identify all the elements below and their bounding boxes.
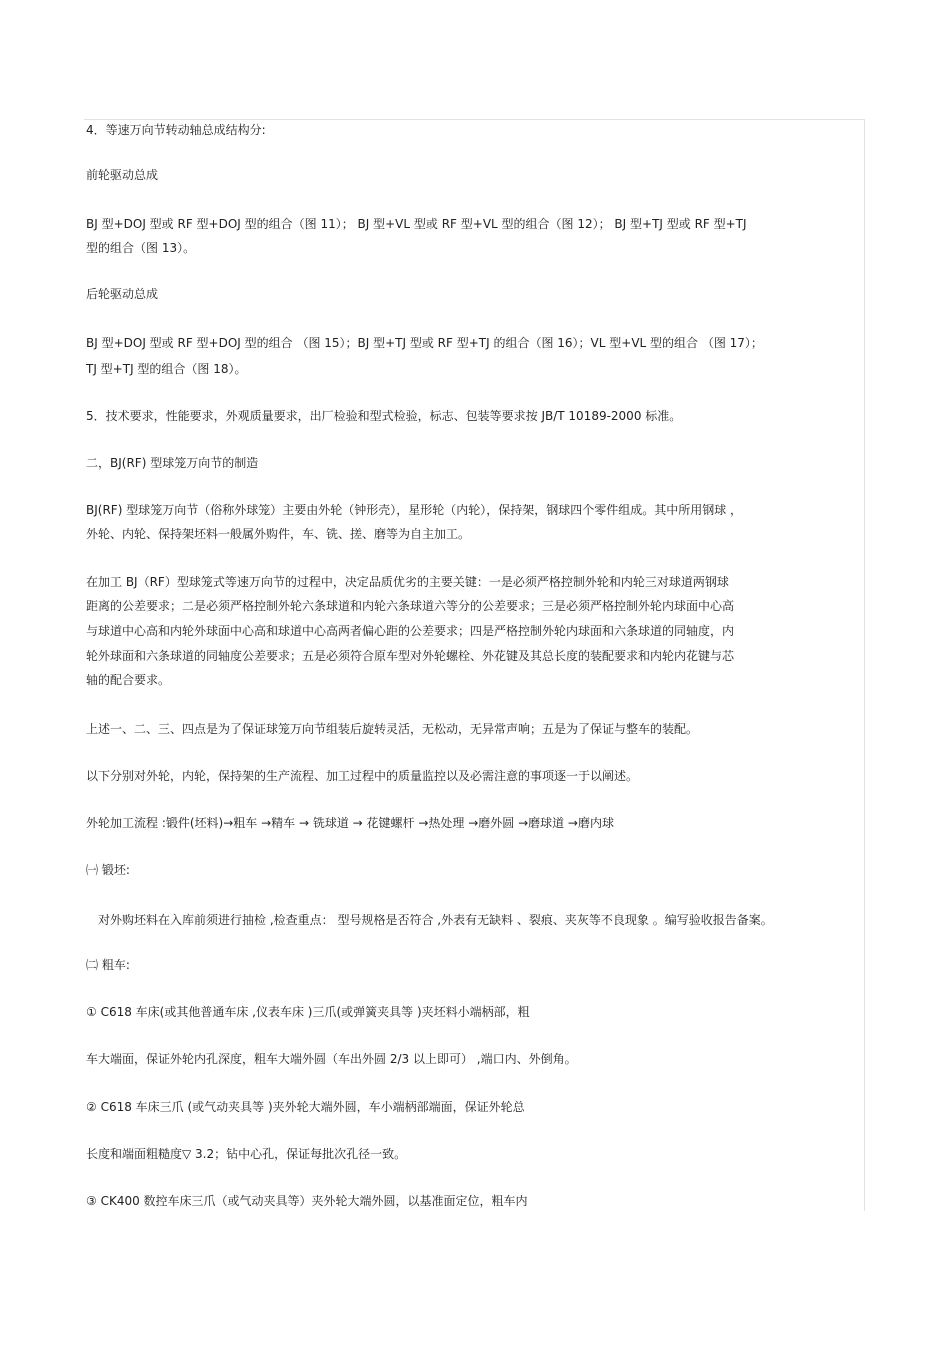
front-drive-heading: 前轮驱动总成 (86, 168, 159, 182)
step-rough-turning-heading: ㈡ 粗车: (86, 958, 130, 972)
key-points-line-3: 与球道中心高和内轮外球面中心高和球道中心高两者偏心距的公差要求；四是严格控制外轮内球面和六条球道的同轴度，内 (86, 624, 735, 638)
rough-turning-item-3-line-1: ③ CK400 数控车床三爪（或气动夹具等）夹外轮大端外圆，以基准面定位，粗车内 (86, 1194, 528, 1208)
section-2-heading: 二，BJ(RF) 型球笼万向节的制造 (86, 456, 259, 470)
rough-turning-item-2-line-1: ② C618 车床三爪 (或气动夹具等 )夹外轮大端外圆，车小端柄部端面，保证外轮总 (86, 1100, 525, 1114)
step-forging-heading: ㈠ 锻坯: (86, 863, 130, 877)
key-points-line-1: 在加工 BJ（RF）型球笼式等速万向节的过程中，决定品质优劣的主要关键：一是必须严格控制外轮和内轮三对球道两钢球 (86, 575, 729, 589)
outer-wheel-process-flow: 外轮加工流程 :锻件(坯料)→粗车 →精车 → 铣球道 → 花键螺杆 →热处理 →磨外圆 →磨球道 →磨内球 (86, 816, 614, 830)
bj-intro-line-2: 外轮、内轮、保持架坯料一般属外购件，车、铣、搓、磨等为自主加工。 (86, 527, 471, 541)
rough-turning-item-1-line-1: ① C618 车床(或其他普通车床 ,仪表车床 )三爪(或弹簧夹具等 )夹坯料小端柄部，粗 (86, 1005, 530, 1019)
front-drive-text-line-1: BJ 型+DOJ 型或 RF 型+DOJ 型的组合（图 11）； BJ 型+VL 型或 RF 型+VL 型的组合（图 12）； BJ 型+TJ 型或 RF 型+TJ (86, 217, 747, 231)
process-intro-text: 以下分别对外轮，内轮，保持架的生产流程、加工过程中的质量监控以及必需注意的事项逐一于以阐述。 (86, 769, 639, 783)
summary-text: 上述一、二、三、四点是为了保证球笼万向节组装后旋转灵活，无松动，无异常声响；五是为了保证与整车的装配。 (86, 722, 699, 736)
rough-turning-item-2-line-2: 长度和端面粗糙度▽ 3.2；钻中心孔，保证每批次孔径一致。 (86, 1147, 407, 1161)
bj-intro-line-1: BJ(RF) 型球笼万向节（俗称外球笼）主要由外轮（钟形壳），星形轮（内轮），保持架，钢球四个零件组成。其中所用钢球 ， (86, 503, 743, 517)
section-4-heading: 4．等速万向节转动轴总成结构分: (86, 123, 266, 137)
forging-inspection-text: 对外购坯料在入库前须进行抽检 ,检查重点： 型号规格是否符合 ,外表有无缺料 、裂痕、夹灰等不良现象 。编写验收报告备案。 (98, 913, 773, 927)
key-points-line-4: 轮外球面和六条球道的同轴度公差要求；五是必须符合原车型对外轮螺栓、外花键及其总长度的装配要求和内轮内花键与芯 (86, 649, 735, 663)
section-5-text: 5．技术要求，性能要求，外观质量要求，出厂检验和型式检验，标志、包装等要求按 JB/T 10189-2000 标准。 (86, 409, 682, 423)
front-drive-text-line-2: 型的组合（图 13）。 (86, 241, 196, 255)
rear-drive-heading: 后轮驱动总成 (86, 287, 159, 301)
rear-drive-text-line-1: BJ 型+DOJ 型或 RF 型+DOJ 型的组合 （图 15）；BJ 型+TJ 型或 RF 型+TJ 的组合（图 16）；VL 型+VL 型的组合 （图 17）； (86, 336, 763, 350)
key-points-line-2: 距离的公差要求；二是必须严格控制外轮六条球道和内轮六条球道六等分的公差要求；三是必须严格控制外轮内球面中心高 (86, 599, 735, 613)
key-points-line-5: 轴的配合要求。 (86, 673, 171, 687)
rough-turning-item-1-line-2: 车大端面，保证外轮内孔深度，粗车大端外圆（车出外圆 2/3 以上即可） ,端口内、外倒角。 (86, 1052, 577, 1066)
rear-drive-text-line-2: TJ 型+TJ 型的组合（图 18）。 (86, 362, 247, 376)
